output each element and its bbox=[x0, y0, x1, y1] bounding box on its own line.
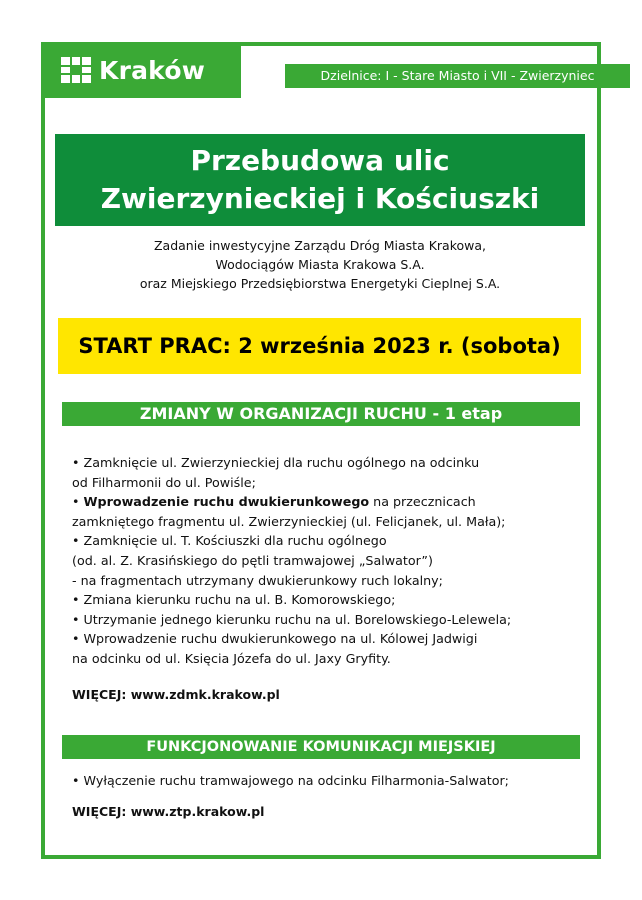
district-label: Dzielnice: I - Stare Miasto i VII - Zwierzyniec bbox=[285, 64, 630, 88]
subtitle-line-3: oraz Miejskiego Przedsiębiorstwa Energetyki Cieplnej S.A. bbox=[139, 276, 501, 291]
bold-text: Wprowadzenie ruchu dwukierunkowego bbox=[83, 494, 370, 510]
list-item-text: na przecznicach bbox=[369, 494, 476, 510]
list-item: • Zamknięcie ul. Zwierzynieckiej dla ruchu ogólnego na odcinku bbox=[72, 455, 480, 470]
brand-header bbox=[41, 42, 241, 98]
list-item: - na fragmentach utrzymany dwukierunkowy ruch lokalny; bbox=[72, 572, 443, 588]
list-item: • Zmiana kierunku ruchu na ul. B. Komorowskiego; bbox=[72, 592, 396, 608]
list-item: zamkniętego fragmentu ul. Zwierzynieckiej (ul. Felicjanek, ul. Mała); bbox=[72, 513, 506, 529]
subtitle-line-1: Zadanie inwestycyjne Zarządu Dróg Miasta Krakowa, bbox=[153, 238, 487, 253]
list-item bbox=[72, 492, 582, 512]
section-heading-traffic: ZMIANY W ORGANIZACJI RUCHU - 1 etap bbox=[62, 402, 580, 426]
title-line-2: Zwierzynieckiej i Kościuszki bbox=[100, 182, 540, 215]
krakow-logo-icon bbox=[61, 57, 91, 83]
start-date-banner: START PRAC: 2 września 2023 r. (sobota) bbox=[58, 318, 581, 374]
list-item: • Utrzymanie jednego kierunku ruchu na ul. Borelowskiego-Lelewela; bbox=[72, 611, 512, 627]
title-line-1: Przebudowa ulic bbox=[190, 144, 450, 177]
list-item: • Zamknięcie ul. T. Kościuszki dla ruchu ogólnego bbox=[72, 533, 387, 549]
bullet-text: • bbox=[72, 494, 84, 510]
subtitle-line-2: Wodociągów Miasta Krakowa S.A. bbox=[215, 257, 425, 272]
section-heading-transit: FUNKCJONOWANIE KOMUNIKACJI MIEJSKIEJ bbox=[62, 735, 580, 759]
more-info-ztp[interactable]: WIĘCEJ: www.ztp.krakow.pl bbox=[72, 804, 265, 819]
list-item: (od. al. Z. Krasińskiego do pętli tramwajowej „Salwator”) bbox=[72, 552, 433, 568]
page-title bbox=[55, 134, 585, 226]
list-item: • Wprowadzenie ruchu dwukierunkowego na ul. Kólowej Jadwigi bbox=[72, 631, 478, 647]
list-item: na odcinku od ul. Księcia Józefa do ul. Jaxy Gryfity. bbox=[72, 650, 391, 666]
traffic-changes-list bbox=[72, 453, 582, 669]
subtitle bbox=[65, 236, 575, 293]
list-item: • Wyłączenie ruchu tramwajowego na odcinku Filharmonia-Salwator; bbox=[72, 773, 509, 788]
list-item: od Filharmonii do ul. Powiśle; bbox=[72, 474, 256, 490]
brand-name: Kraków bbox=[99, 55, 205, 85]
more-info-zdmk[interactable]: WIĘCEJ: www.zdmk.krakow.pl bbox=[72, 687, 280, 702]
